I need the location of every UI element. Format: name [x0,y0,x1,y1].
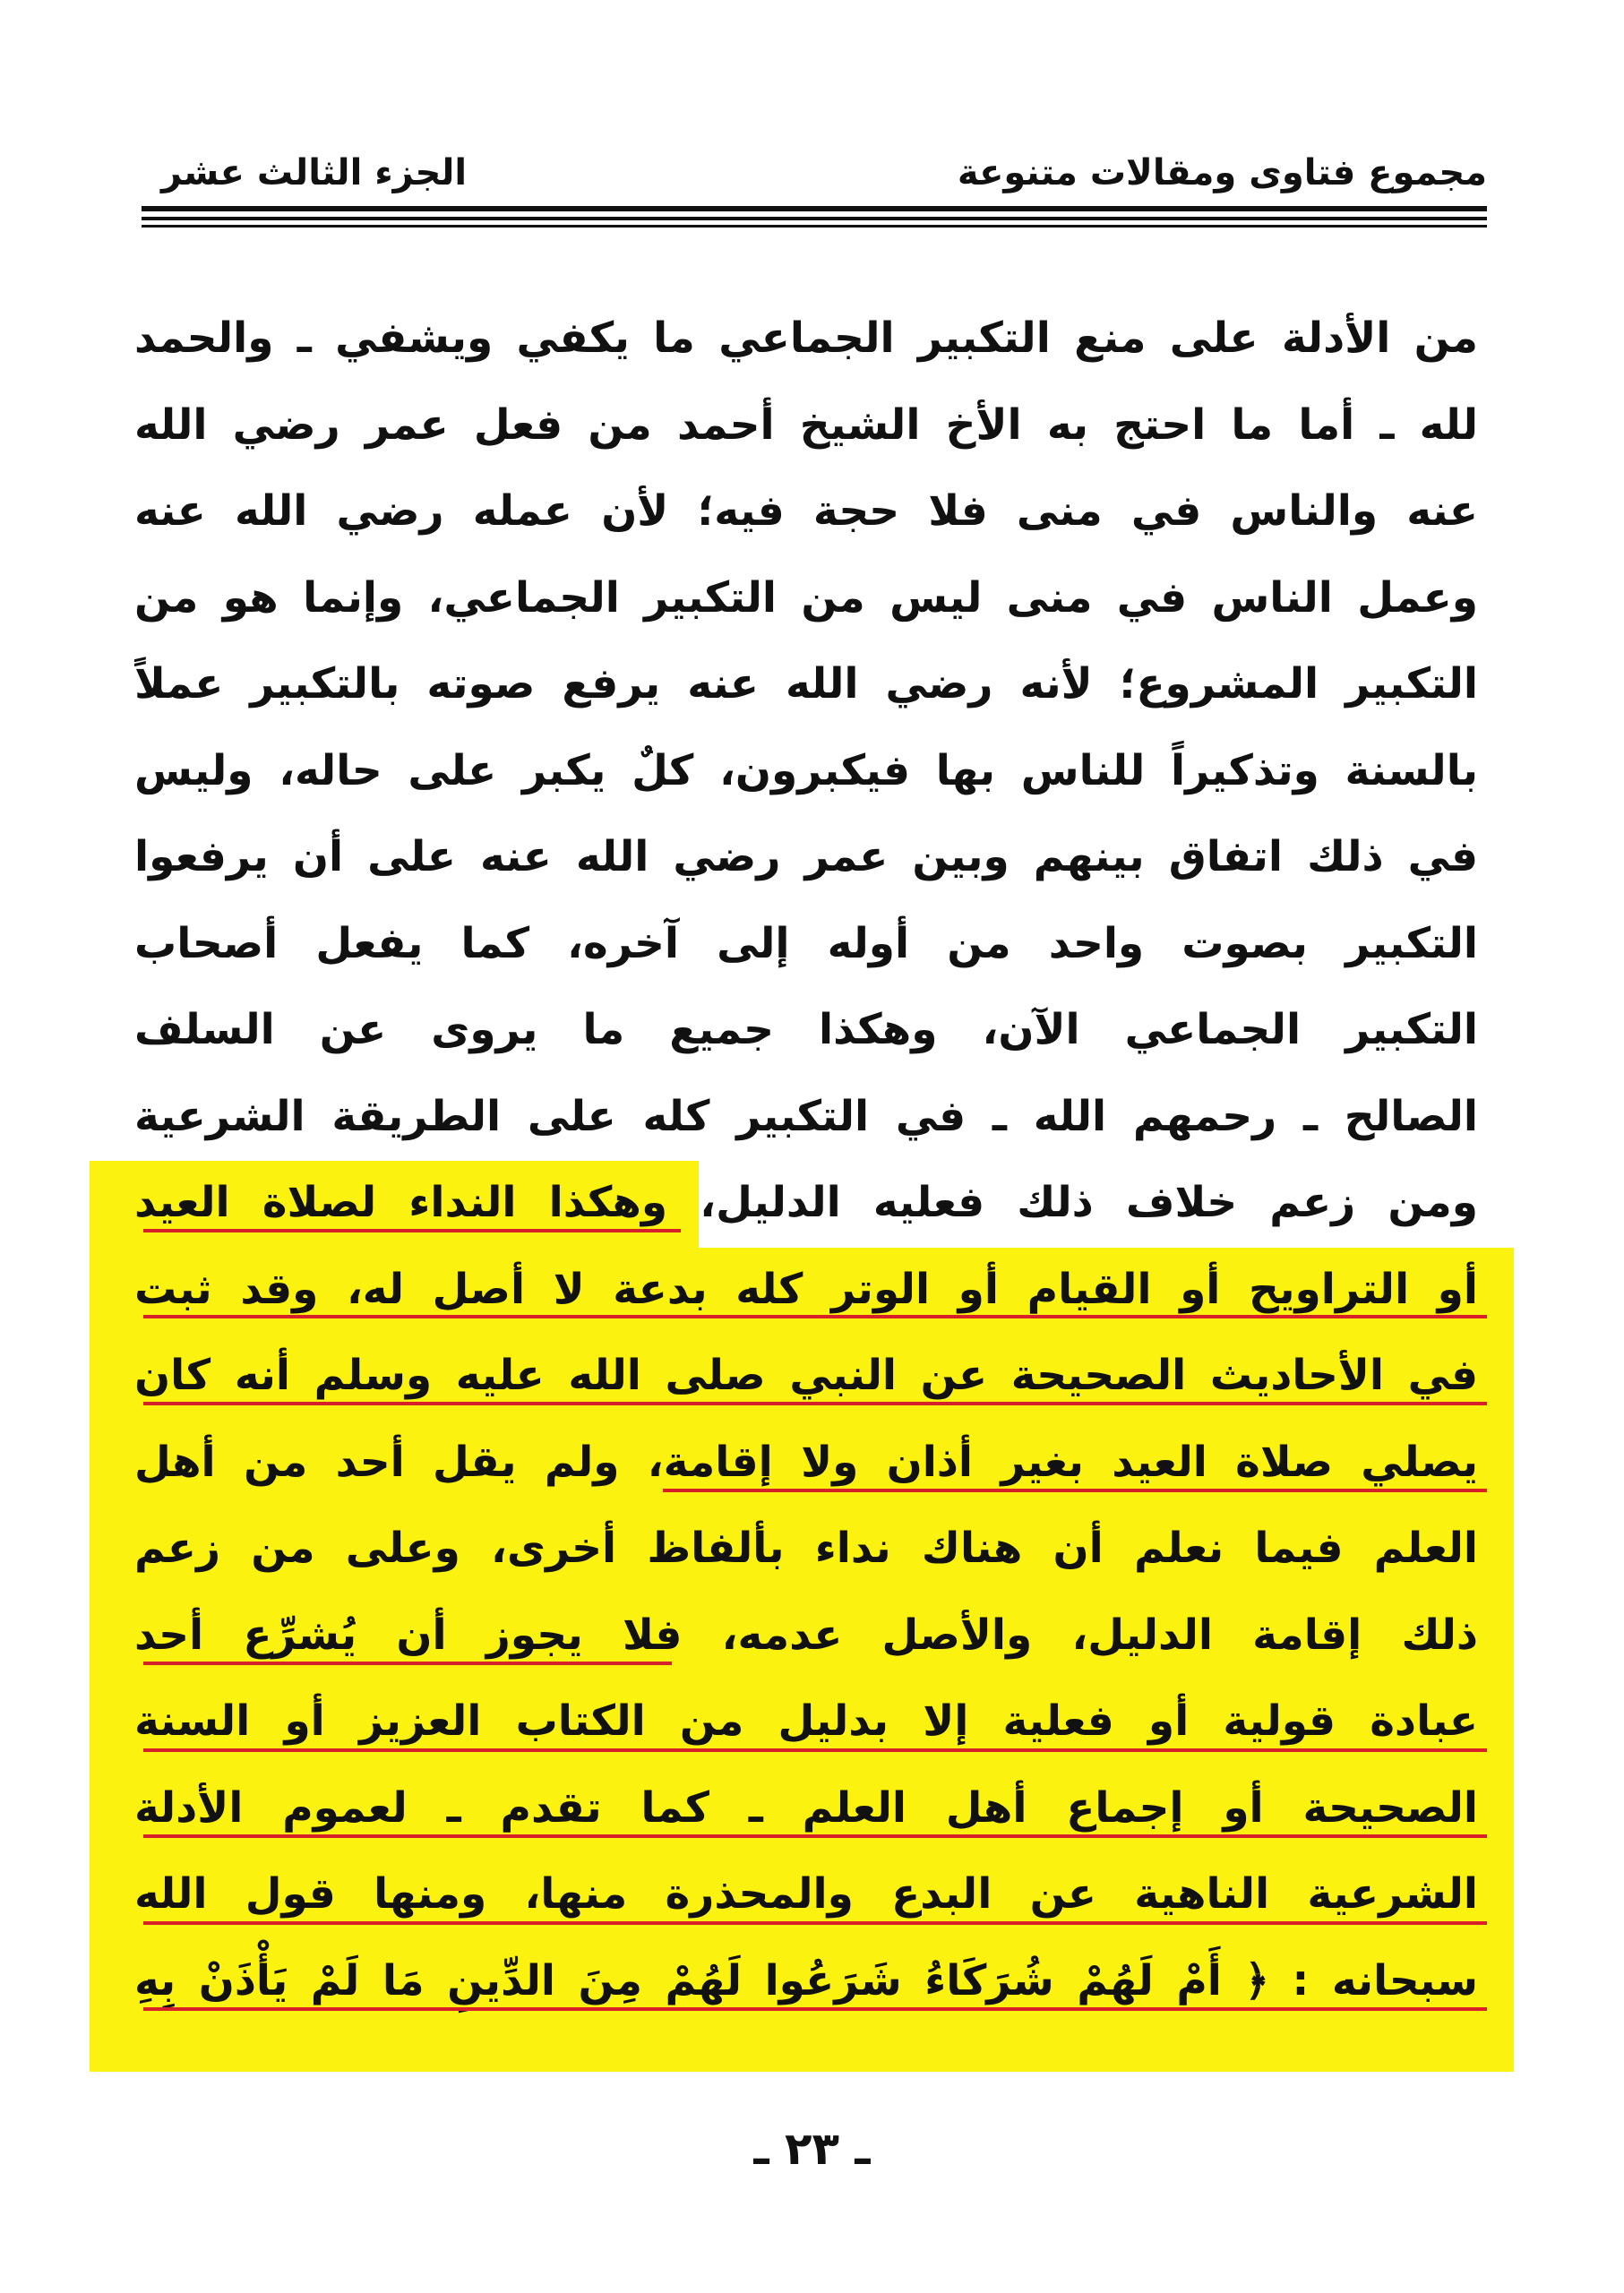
text-line: التكبير المشروع؛ لأنه رضي الله عنه يرفع صوته بالتكبير عملاً [134,659,1478,709]
text-line: بالسنة وتذكيراً للناس بها فيكبرون، كلٌ يكبر على حاله، وليس [134,745,1478,795]
text-line: يصلي صلاة العيد بغير أذان ولا إقامة، ولم يقل أحد من أهل [134,1437,1478,1487]
text-line: العلم فيما نعلم أن هناك نداء بألفاظ أخرى، وعلى من زعم [134,1524,1478,1573]
book-title: مجموع فتاوى ومقالات متنوعة [957,152,1487,193]
page-number: ـ ٢٣ ـ [753,2123,871,2175]
text-line: في الأحاديث الصحيحة عن النبي صلى الله عليه وسلم أنه كان [134,1351,1478,1400]
red-underline [143,2007,1487,2011]
text-line: الصالح ـ رحمهم الله ـ في التكبير كله على الطريقة الشرعية [134,1091,1478,1141]
text-line: التكبير بصوت واحد من أوله إلى آخره، كما يفعل أصحاب [134,918,1478,968]
red-underline [143,1402,1487,1405]
text-line: ذلك إقامة الدليل، والأصل عدمه، فلا يجوز أن يُشرِّع أحد [134,1610,1478,1660]
text-line: الشرعية الناهية عن البدع والمحذرة منها، ومنها قول الله [134,1869,1478,1919]
text-line: عبادة قولية أو فعلية إلا بدليل من الكتاب العزيز أو السنة [134,1696,1478,1746]
text-line: لله ـ أما ما احتج به الأخ الشيخ أحمد من فعل عمر رضي الله [134,399,1478,450]
red-underline [663,1489,1487,1492]
red-underline [143,1315,1487,1318]
text-line: سبحانه : ﴿ أَمْ لَهُمْ شُرَكَاءُ شَرَعُوا لَهُمْ مِنَ الدِّينِ مَا لَمْ يَأْذَنْ بِهِ [134,1955,1478,2005]
red-underline [143,1662,672,1665]
text-line: من الأدلة على منع التكبير الجماعي ما يكفي ويشفي ـ والحمد [134,313,1478,363]
running-header [143,152,1487,206]
text-line: أو التراويح أو القيام أو الوتر كله بدعة لا أصل له، وقد ثبت [134,1264,1478,1314]
text-line: الصحيحة أو إجماع أهل العلم ـ كما تقدم ـ لعموم الأدلة [134,1782,1478,1833]
header-rule [142,206,1487,211]
body-text [134,296,1478,2024]
red-underline [143,1921,1487,1925]
text-line: عنه والناس في منى فلا حجة فيه؛ لأن عمله رضي الله عنه [134,486,1478,536]
volume-label: الجزء الثالث عشر [161,152,468,193]
text-line: التكبير الجماعي الآن، وهكذا جميع ما يروى عن السلف [134,1005,1478,1054]
red-underline [143,1229,681,1232]
red-underline [143,1748,1487,1752]
text-line: وعمل الناس في منى ليس من التكبير الجماعي، وإنما هو من [134,572,1478,623]
header-rule [142,217,1487,220]
text-line: ومن زعم خلاف ذلك فعليه الدليل، وهكذا النداء لصلاة العيد [134,1178,1478,1227]
red-underline [143,1834,1487,1838]
header-rule [142,225,1487,228]
text-line: في ذلك اتفاق بينهم وبين عمر رضي الله عنه على أن يرفعوا [134,832,1478,881]
